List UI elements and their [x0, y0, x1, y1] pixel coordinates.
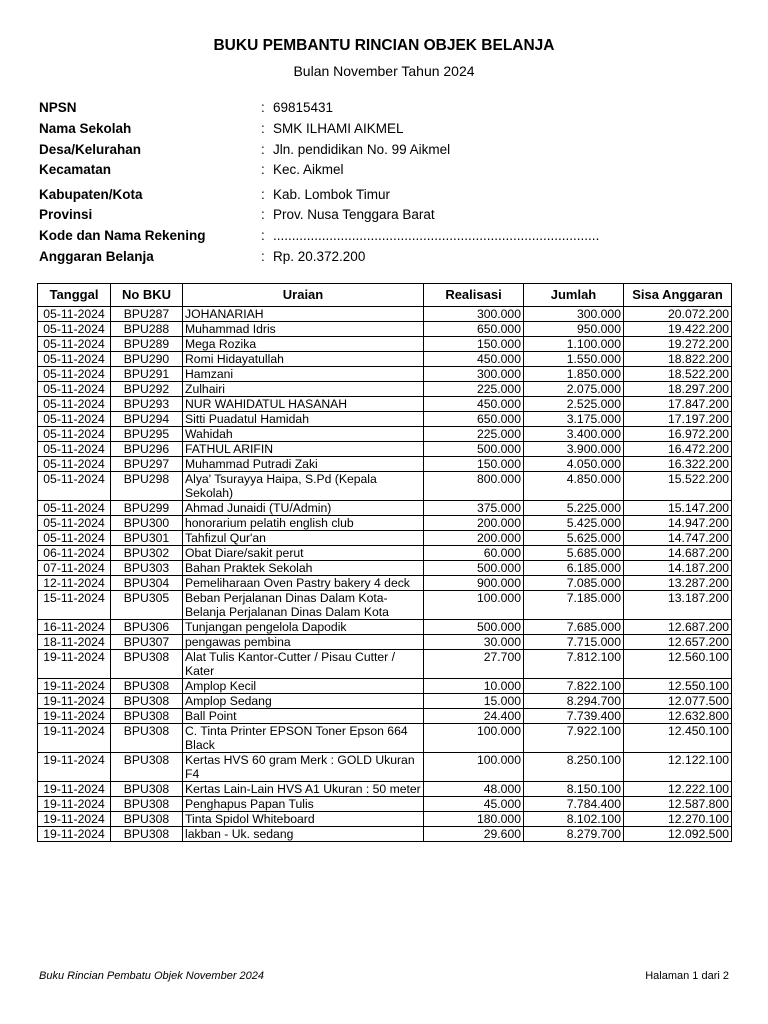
table-row	[38, 501, 732, 516]
bku-cell: BPU293	[111, 397, 183, 412]
info-value: Kec. Aikmel	[273, 162, 344, 177]
realization-cell: 200.000	[424, 516, 524, 531]
total-cell: 7.715.000	[524, 635, 624, 650]
footer-document-name: Buku Rincian Pembatu Objek November 2024	[39, 970, 265, 982]
realization-cell: 180.000	[424, 812, 524, 827]
table-row	[38, 412, 732, 427]
bku-cell: BPU308	[111, 709, 183, 724]
description-cell: lakban - Uk. sedang	[183, 827, 424, 842]
total-cell: 5.425.000	[524, 516, 624, 531]
realization-cell: 900.000	[424, 576, 524, 591]
realization-cell: 15.000	[424, 694, 524, 709]
total-cell: 3.175.000	[524, 412, 624, 427]
table-row	[38, 427, 732, 442]
table-row	[38, 724, 732, 753]
bku-cell: BPU308	[111, 782, 183, 797]
realization-cell: 650.000	[424, 322, 524, 337]
bku-cell: BPU289	[111, 337, 183, 352]
remaining-cell: 16.972.200	[624, 427, 732, 442]
total-cell: 8.102.100	[524, 812, 624, 827]
column-header-realization: Realisasi	[424, 284, 524, 307]
date-cell: 19-11-2024	[38, 694, 111, 709]
info-value: Rp. 20.372.200	[273, 249, 366, 264]
total-cell: 300.000	[524, 307, 624, 322]
info-label: Provinsi	[39, 207, 93, 222]
bku-cell: BPU306	[111, 620, 183, 635]
bku-cell: BPU308	[111, 694, 183, 709]
table-row	[38, 472, 732, 501]
description-cell: Mega Rozika	[183, 337, 424, 352]
date-cell: 07-11-2024	[38, 561, 111, 576]
description-cell: JOHANARIAH	[183, 307, 424, 322]
remaining-cell: 12.092.500	[624, 827, 732, 842]
realization-cell: 375.000	[424, 501, 524, 516]
bku-cell: BPU308	[111, 679, 183, 694]
table-row	[38, 442, 732, 457]
date-cell: 05-11-2024	[38, 322, 111, 337]
info-row-budget: Anggaran Belanja : Rp. 20.372.200	[39, 249, 366, 264]
realization-cell: 650.000	[424, 412, 524, 427]
table-row	[38, 561, 732, 576]
total-cell: 4.850.000	[524, 472, 624, 501]
remaining-cell: 12.587.800	[624, 797, 732, 812]
column-header-bku: No BKU	[111, 284, 183, 307]
total-cell: 3.900.000	[524, 442, 624, 457]
date-cell: 19-11-2024	[38, 782, 111, 797]
table-row	[38, 753, 732, 782]
description-cell: Romi Hidayatullah	[183, 352, 424, 367]
description-cell: Alat Tulis Kantor-Cutter / Pisau Cutter / Kater	[183, 650, 424, 679]
description-cell: Tahfizul Qur'an	[183, 531, 424, 546]
table-row	[38, 635, 732, 650]
realization-cell: 30.000	[424, 635, 524, 650]
info-row-village: Desa/Kelurahan : Jln. pendidikan No. 99 Aikmel	[39, 142, 451, 157]
table-row	[38, 531, 732, 546]
table-row	[38, 397, 732, 412]
bku-cell: BPU297	[111, 457, 183, 472]
realization-cell: 450.000	[424, 352, 524, 367]
info-row-regency: Kabupaten/Kota : Kab. Lombok Timur	[39, 187, 391, 202]
bku-cell: BPU287	[111, 307, 183, 322]
description-cell: Wahidah	[183, 427, 424, 442]
total-cell: 8.250.100	[524, 753, 624, 782]
info-value: Prov. Nusa Tenggara Barat	[273, 207, 435, 222]
description-cell: Tinta Spidol Whiteboard	[183, 812, 424, 827]
remaining-cell: 13.287.200	[624, 576, 732, 591]
total-cell: 1.100.000	[524, 337, 624, 352]
date-cell: 05-11-2024	[38, 397, 111, 412]
remaining-cell: 12.560.100	[624, 650, 732, 679]
remaining-cell: 13.187.200	[624, 591, 732, 620]
info-row-school-name: Nama Sekolah : SMK ILHAMI AIKMEL	[39, 121, 404, 136]
info-label: NPSN	[39, 100, 77, 115]
date-cell: 05-11-2024	[38, 412, 111, 427]
realization-cell: 200.000	[424, 531, 524, 546]
column-header-remaining: Sisa Anggaran	[624, 284, 732, 307]
date-cell: 05-11-2024	[38, 337, 111, 352]
table-row	[38, 322, 732, 337]
remaining-cell: 12.657.200	[624, 635, 732, 650]
bku-cell: BPU299	[111, 501, 183, 516]
realization-cell: 150.000	[424, 457, 524, 472]
total-cell: 6.185.000	[524, 561, 624, 576]
table-row	[38, 367, 732, 382]
realization-cell: 300.000	[424, 367, 524, 382]
table-row	[38, 709, 732, 724]
realization-cell: 29.600	[424, 827, 524, 842]
column-header-description: Uraian	[183, 284, 424, 307]
bku-cell: BPU291	[111, 367, 183, 382]
total-cell: 7.685.000	[524, 620, 624, 635]
table-row	[38, 516, 732, 531]
remaining-cell: 20.072.200	[624, 307, 732, 322]
realization-cell: 45.000	[424, 797, 524, 812]
total-cell: 7.922.100	[524, 724, 624, 753]
table-row	[38, 352, 732, 367]
realization-cell: 100.000	[424, 724, 524, 753]
table-row	[38, 337, 732, 352]
bku-cell: BPU308	[111, 753, 183, 782]
description-cell: Hamzani	[183, 367, 424, 382]
remaining-cell: 12.270.100	[624, 812, 732, 827]
table-header-row	[38, 284, 732, 307]
description-cell: Muhammad Putradi Zaki	[183, 457, 424, 472]
date-cell: 05-11-2024	[38, 307, 111, 322]
table-row	[38, 650, 732, 679]
realization-cell: 48.000	[424, 782, 524, 797]
expense-ledger-table	[37, 283, 732, 842]
bku-cell: BPU303	[111, 561, 183, 576]
table-body	[38, 307, 732, 842]
realization-cell: 24.400	[424, 709, 524, 724]
remaining-cell: 17.847.200	[624, 397, 732, 412]
column-header-total: Jumlah	[524, 284, 624, 307]
date-cell: 05-11-2024	[38, 501, 111, 516]
info-row-account: Kode dan Nama Rekening : .......................................................................................	[39, 228, 600, 243]
realization-cell: 500.000	[424, 620, 524, 635]
total-cell: 2.525.000	[524, 397, 624, 412]
bku-cell: BPU308	[111, 797, 183, 812]
info-row-district: Kecamatan : Kec. Aikmel	[39, 162, 344, 177]
date-cell: 05-11-2024	[38, 442, 111, 457]
total-cell: 7.739.400	[524, 709, 624, 724]
remaining-cell: 19.422.200	[624, 322, 732, 337]
info-row-npsn: NPSN : 69815431	[39, 100, 334, 115]
info-row-province: Provinsi : Prov. Nusa Tenggara Barat	[39, 207, 435, 222]
realization-cell: 27.700	[424, 650, 524, 679]
bku-cell: BPU302	[111, 546, 183, 561]
bku-cell: BPU296	[111, 442, 183, 457]
description-cell: FATHUL ARIFIN	[183, 442, 424, 457]
bku-cell: BPU295	[111, 427, 183, 442]
realization-cell: 300.000	[424, 307, 524, 322]
date-cell: 05-11-2024	[38, 352, 111, 367]
realization-cell: 500.000	[424, 442, 524, 457]
description-cell: NUR WAHIDATUL HASANAH	[183, 397, 424, 412]
bku-cell: BPU294	[111, 412, 183, 427]
bku-cell: BPU308	[111, 827, 183, 842]
remaining-cell: 14.687.200	[624, 546, 732, 561]
realization-cell: 100.000	[424, 591, 524, 620]
date-cell: 18-11-2024	[38, 635, 111, 650]
description-cell: Zulhairi	[183, 382, 424, 397]
date-cell: 19-11-2024	[38, 679, 111, 694]
remaining-cell: 16.472.200	[624, 442, 732, 457]
date-cell: 19-11-2024	[38, 753, 111, 782]
info-value: Kab. Lombok Timur	[273, 187, 391, 202]
total-cell: 1.550.000	[524, 352, 624, 367]
realization-cell: 450.000	[424, 397, 524, 412]
info-label: Kecamatan	[39, 162, 112, 177]
bku-cell: BPU298	[111, 472, 183, 501]
date-cell: 19-11-2024	[38, 812, 111, 827]
table-row	[38, 620, 732, 635]
date-cell: 06-11-2024	[38, 546, 111, 561]
description-cell: Amplop Sedang	[183, 694, 424, 709]
table-row	[38, 812, 732, 827]
total-cell: 7.185.000	[524, 591, 624, 620]
remaining-cell: 18.522.200	[624, 367, 732, 382]
remaining-cell: 14.947.200	[624, 516, 732, 531]
description-cell: Penghapus Papan Tulis	[183, 797, 424, 812]
bku-cell: BPU290	[111, 352, 183, 367]
description-cell: Kertas HVS 60 gram Merk : GOLD Ukuran F4	[183, 753, 424, 782]
remaining-cell: 19.272.200	[624, 337, 732, 352]
description-cell: C. Tinta Printer EPSON Toner Epson 664 Black	[183, 724, 424, 753]
date-cell: 05-11-2024	[38, 516, 111, 531]
total-cell: 7.085.000	[524, 576, 624, 591]
bku-cell: BPU308	[111, 812, 183, 827]
description-cell: Tunjangan pengelola Dapodik	[183, 620, 424, 635]
date-cell: 19-11-2024	[38, 724, 111, 753]
description-cell: Obat Diare/sakit perut	[183, 546, 424, 561]
info-value: 69815431	[273, 100, 334, 115]
date-cell: 05-11-2024	[38, 382, 111, 397]
table-row	[38, 546, 732, 561]
description-cell: Bahan Praktek Sekolah	[183, 561, 424, 576]
remaining-cell: 16.322.200	[624, 457, 732, 472]
remaining-cell: 12.077.500	[624, 694, 732, 709]
bku-cell: BPU308	[111, 650, 183, 679]
description-cell: Amplop Kecil	[183, 679, 424, 694]
info-value: Jln. pendidikan No. 99 Aikmel	[273, 142, 451, 157]
realization-cell: 150.000	[424, 337, 524, 352]
description-cell: Ball Point	[183, 709, 424, 724]
remaining-cell: 12.550.100	[624, 679, 732, 694]
description-cell: Sitti Puadatul Hamidah	[183, 412, 424, 427]
bku-cell: BPU292	[111, 382, 183, 397]
bku-cell: BPU288	[111, 322, 183, 337]
info-label: Desa/Kelurahan	[39, 142, 142, 157]
bku-cell: BPU305	[111, 591, 183, 620]
total-cell: 7.812.100	[524, 650, 624, 679]
date-cell: 05-11-2024	[38, 472, 111, 501]
total-cell: 8.150.100	[524, 782, 624, 797]
info-label: Anggaran Belanja	[39, 249, 154, 264]
description-cell: Kertas Lain-Lain HVS A1 Ukuran : 50 meter	[183, 782, 424, 797]
date-cell: 19-11-2024	[38, 827, 111, 842]
description-cell: Beban Perjalanan Dinas Dalam Kota-Belanja Perjalanan Dinas Dalam Kota	[183, 591, 424, 620]
info-value: .......................................................................................	[273, 228, 600, 243]
description-cell: Ahmad Junaidi (TU/Admin)	[183, 501, 424, 516]
remaining-cell: 12.122.100	[624, 753, 732, 782]
description-cell: Muhammad Idris	[183, 322, 424, 337]
description-cell: honorarium pelatih english club	[183, 516, 424, 531]
remaining-cell: 18.822.200	[624, 352, 732, 367]
total-cell: 5.225.000	[524, 501, 624, 516]
total-cell: 7.784.400	[524, 797, 624, 812]
bku-cell: BPU300	[111, 516, 183, 531]
realization-cell: 500.000	[424, 561, 524, 576]
description-cell: Alya' Tsurayya Haipa, S.Pd (Kepala Sekolah)	[183, 472, 424, 501]
document-title: BUKU PEMBANTU RINCIAN OBJEK BELANJA	[213, 37, 555, 54]
bku-cell: BPU304	[111, 576, 183, 591]
table-row	[38, 457, 732, 472]
date-cell: 05-11-2024	[38, 531, 111, 546]
info-label: Kode dan Nama Rekening	[39, 228, 206, 243]
realization-cell: 10.000	[424, 679, 524, 694]
date-cell: 05-11-2024	[38, 427, 111, 442]
remaining-cell: 15.147.200	[624, 501, 732, 516]
total-cell: 5.685.000	[524, 546, 624, 561]
remaining-cell: 14.187.200	[624, 561, 732, 576]
remaining-cell: 18.297.200	[624, 382, 732, 397]
table-row	[38, 797, 732, 812]
remaining-cell: 12.687.200	[624, 620, 732, 635]
table-row	[38, 576, 732, 591]
remaining-cell: 14.747.200	[624, 531, 732, 546]
date-cell: 15-11-2024	[38, 591, 111, 620]
total-cell: 8.279.700	[524, 827, 624, 842]
date-cell: 16-11-2024	[38, 620, 111, 635]
info-value: SMK ILHAMI AIKMEL	[273, 121, 404, 136]
date-cell: 19-11-2024	[38, 709, 111, 724]
total-cell: 2.075.000	[524, 382, 624, 397]
date-cell: 12-11-2024	[38, 576, 111, 591]
table-row	[38, 679, 732, 694]
description-cell: pengawas pembina	[183, 635, 424, 650]
realization-cell: 100.000	[424, 753, 524, 782]
remaining-cell: 15.522.200	[624, 472, 732, 501]
realization-cell: 225.000	[424, 427, 524, 442]
document-subtitle: Bulan November Tahun 2024	[293, 63, 475, 79]
remaining-cell: 12.450.100	[624, 724, 732, 753]
footer-page-number: Halaman 1 dari 2	[645, 970, 729, 982]
total-cell: 1.850.000	[524, 367, 624, 382]
total-cell: 7.822.100	[524, 679, 624, 694]
date-cell: 05-11-2024	[38, 457, 111, 472]
total-cell: 3.400.000	[524, 427, 624, 442]
date-cell: 19-11-2024	[38, 650, 111, 679]
table-row	[38, 591, 732, 620]
remaining-cell: 12.632.800	[624, 709, 732, 724]
bku-cell: BPU307	[111, 635, 183, 650]
remaining-cell: 12.222.100	[624, 782, 732, 797]
total-cell: 4.050.000	[524, 457, 624, 472]
table-row	[38, 782, 732, 797]
realization-cell: 225.000	[424, 382, 524, 397]
realization-cell: 60.000	[424, 546, 524, 561]
total-cell: 5.625.000	[524, 531, 624, 546]
column-header-date: Tanggal	[38, 284, 111, 307]
bku-cell: BPU301	[111, 531, 183, 546]
info-label: Nama Sekolah	[39, 121, 132, 136]
bku-cell: BPU308	[111, 724, 183, 753]
realization-cell: 800.000	[424, 472, 524, 501]
total-cell: 8.294.700	[524, 694, 624, 709]
table-row	[38, 307, 732, 322]
table-row	[38, 382, 732, 397]
date-cell: 05-11-2024	[38, 367, 111, 382]
total-cell: 950.000	[524, 322, 624, 337]
table-row	[38, 827, 732, 842]
info-label: Kabupaten/Kota	[39, 187, 143, 202]
remaining-cell: 17.197.200	[624, 412, 732, 427]
date-cell: 19-11-2024	[38, 797, 111, 812]
description-cell: Pemeliharaan Oven Pastry bakery 4 deck	[183, 576, 424, 591]
table-row	[38, 694, 732, 709]
